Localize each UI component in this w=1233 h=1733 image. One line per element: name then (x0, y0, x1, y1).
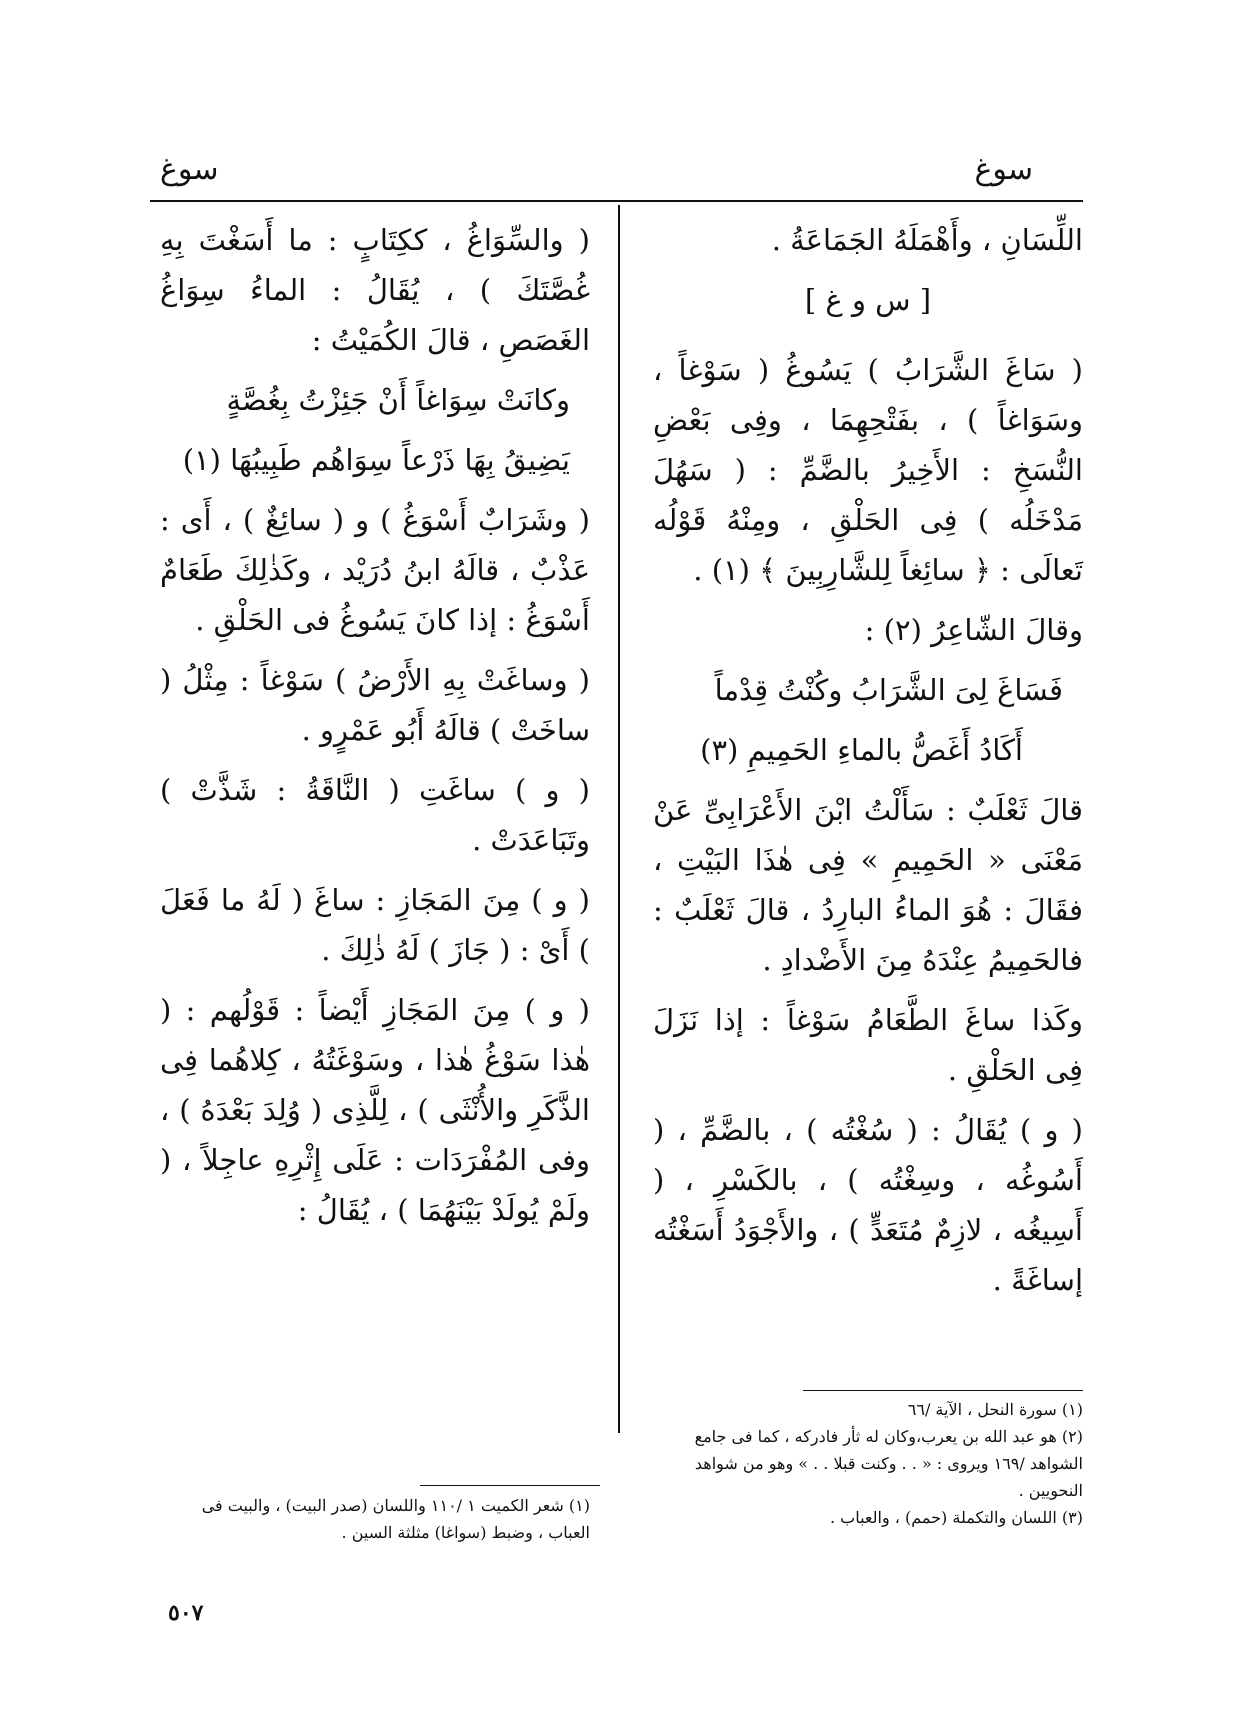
entry-heading: [ س و غ ] (804, 283, 932, 317)
footnotes-left (160, 1492, 590, 1546)
verse-line: وكانَتْ سِوَاغاً أَنْ جَئِزْتُ بِغُصَّةٍ (226, 383, 570, 417)
paragraph: ( والسِّوَاغُ ، ككِتَابٍ : ما أَسَغْتَ بِهِ غُصَّتَكَ ) ، يُقَالُ : الماءُ سِوَاغُ الغَصَصِ ، قالَ الكُمَيْتُ : (160, 223, 590, 357)
paragraph: قالَ ثَعْلَبٌ : سَأَلْتُ ابْنَ الأَعْرَابِىِّ عَنْ مَعْنَى « الحَمِيمِ » فِى هٰذَا البَيْتِ ، فقَالَ : هُوَ الماءُ البارِدُ ، قالَ ثَعْلَبٌ : فالحَمِيمُ عِنْدَهُ مِنَ الأَضْدادِ . (653, 793, 1083, 977)
header-rule (150, 200, 1083, 202)
footnote: (١) شعر الكميت ١ /١١٠ واللسان (صدر البيت) ، والبيت فى العباب ، وضبط (سواغا) مثلثة السين . (201, 1496, 590, 1542)
paragraph: اللِّسَانِ ، وأَهْمَلَهُ الجَمَاعَةُ . (771, 223, 1083, 257)
verse-line: يَضِيقُ بِهَا ذَرْعاً سِوَاهُم طَبِيبُهَا (١) (182, 443, 570, 477)
paragraph: ( وساغَتْ بِهِ الأَرْضُ ) سَوْغاً : مِثْلُ ( ساخَتْ ) قالَهُ أَبُو عَمْرٍو . (160, 663, 590, 747)
paragraph: ( وشَرَابٌ أَسْوَغُ ) و ( سائِغٌ ) ، أَى : عَذْبٌ ، قالَهُ ابنُ دُرَيْد ، وكَذٰلِكَ طَعَامٌ أَسْوَغُ : إذا كانَ يَسُوغُ فى الحَلْقِ . (160, 503, 590, 637)
paragraph: ( و ) ساغَتِ ( النَّاقَةُ : شَذَّتْ ) وتَبَاعَدَتْ . (160, 773, 590, 857)
running-head-left: سوغ (160, 152, 219, 187)
footnote: (٣) اللسان والتكملة (حمم) ، والعباب . (829, 1508, 1083, 1527)
footnote: (٢) هو عبد الله بن يعرب،وكان له ثأر فادركه ، كما فى جامع الشواهد /١٦٩ ويروى : « . . وكنت قبلا . . » وهو من شواهد النحويين . (694, 1427, 1083, 1500)
footnote-rule-left (420, 1485, 600, 1486)
column-divider (618, 205, 620, 1433)
left-column (160, 215, 590, 1245)
running-head-right: سوغ (974, 152, 1033, 187)
footnote-rule-right (803, 1390, 1083, 1391)
paragraph: ( و ) يُقَالُ : ( سُغْتُه ) ، بالضَّمِّ ، ( أَسُوغُه ، وسِغْتُه ) ، بالكَسْرِ ، ( أَسِيغُه ، لازِمٌ مُتَعَدٍّ ) ، والأَجْوَدُ أَسَغْتُه إساغَةً . (653, 1113, 1083, 1297)
footnote: (١) سورة النحل ، الآية /٦٦ (907, 1400, 1083, 1419)
footnotes-right (653, 1396, 1083, 1531)
verse-line: فَسَاغَ لِىَ الشَّرَابُ وكُنْتُ قِدْماً (714, 673, 1063, 707)
paragraph: وقالَ الشّاعِرُ (٢) : (864, 613, 1083, 647)
paragraph: ( و ) مِنَ المَجَازِ : ساغَ ( لَهُ ما فَعَلَ ) أَىْ : ( جَازَ ) لَهُ ذٰلِكَ . (160, 883, 590, 967)
verse-line: أَكَادُ أَغَصُّ بالماءِ الحَمِيمِ (٣) (700, 733, 1023, 767)
paragraph: ( سَاغَ الشَّرَابُ ) يَسُوغُ ( سَوْغاً ، وسَوَاغاً ) ، بفَتْحِهِمَا ، وفِى بَعْضِ النُّسَخِ : الأَخِيرُ بالضَّمِّ : ( سَهُلَ مَدْخَلُه ) فِى الحَلْقِ ، ومِنْهُ قَوْلُه تَعالَى : ﴿ سائِغاً لِلشَّارِبِينَ ﴾ (١) . (653, 353, 1083, 587)
page-number: ٥٠٧ (168, 1600, 204, 1626)
right-column (653, 215, 1083, 1315)
paragraph: وكَذا ساغَ الطَّعَامُ سَوْغاً : إذا نَزَلَ فِى الحَلْقِ . (653, 1003, 1083, 1087)
paragraph: ( و ) مِنَ المَجَازِ أَيْضاً : قَوْلُهم : ( هٰذا سَوْغُ هٰذا ، وسَوْغَتُهُ ، كِلاهُما فِى الذَّكَرِ والأُنْثَى ) ، لِلَّذِى ( وُلِدَ بَعْدَهُ ) ، وفى المُفْرَدَات : عَلَى إِثْرِهِ عاجِلاً ، ( ولَمْ يُولَدْ بَيْنَهُمَا ) ، يُقَالُ : (160, 993, 590, 1227)
